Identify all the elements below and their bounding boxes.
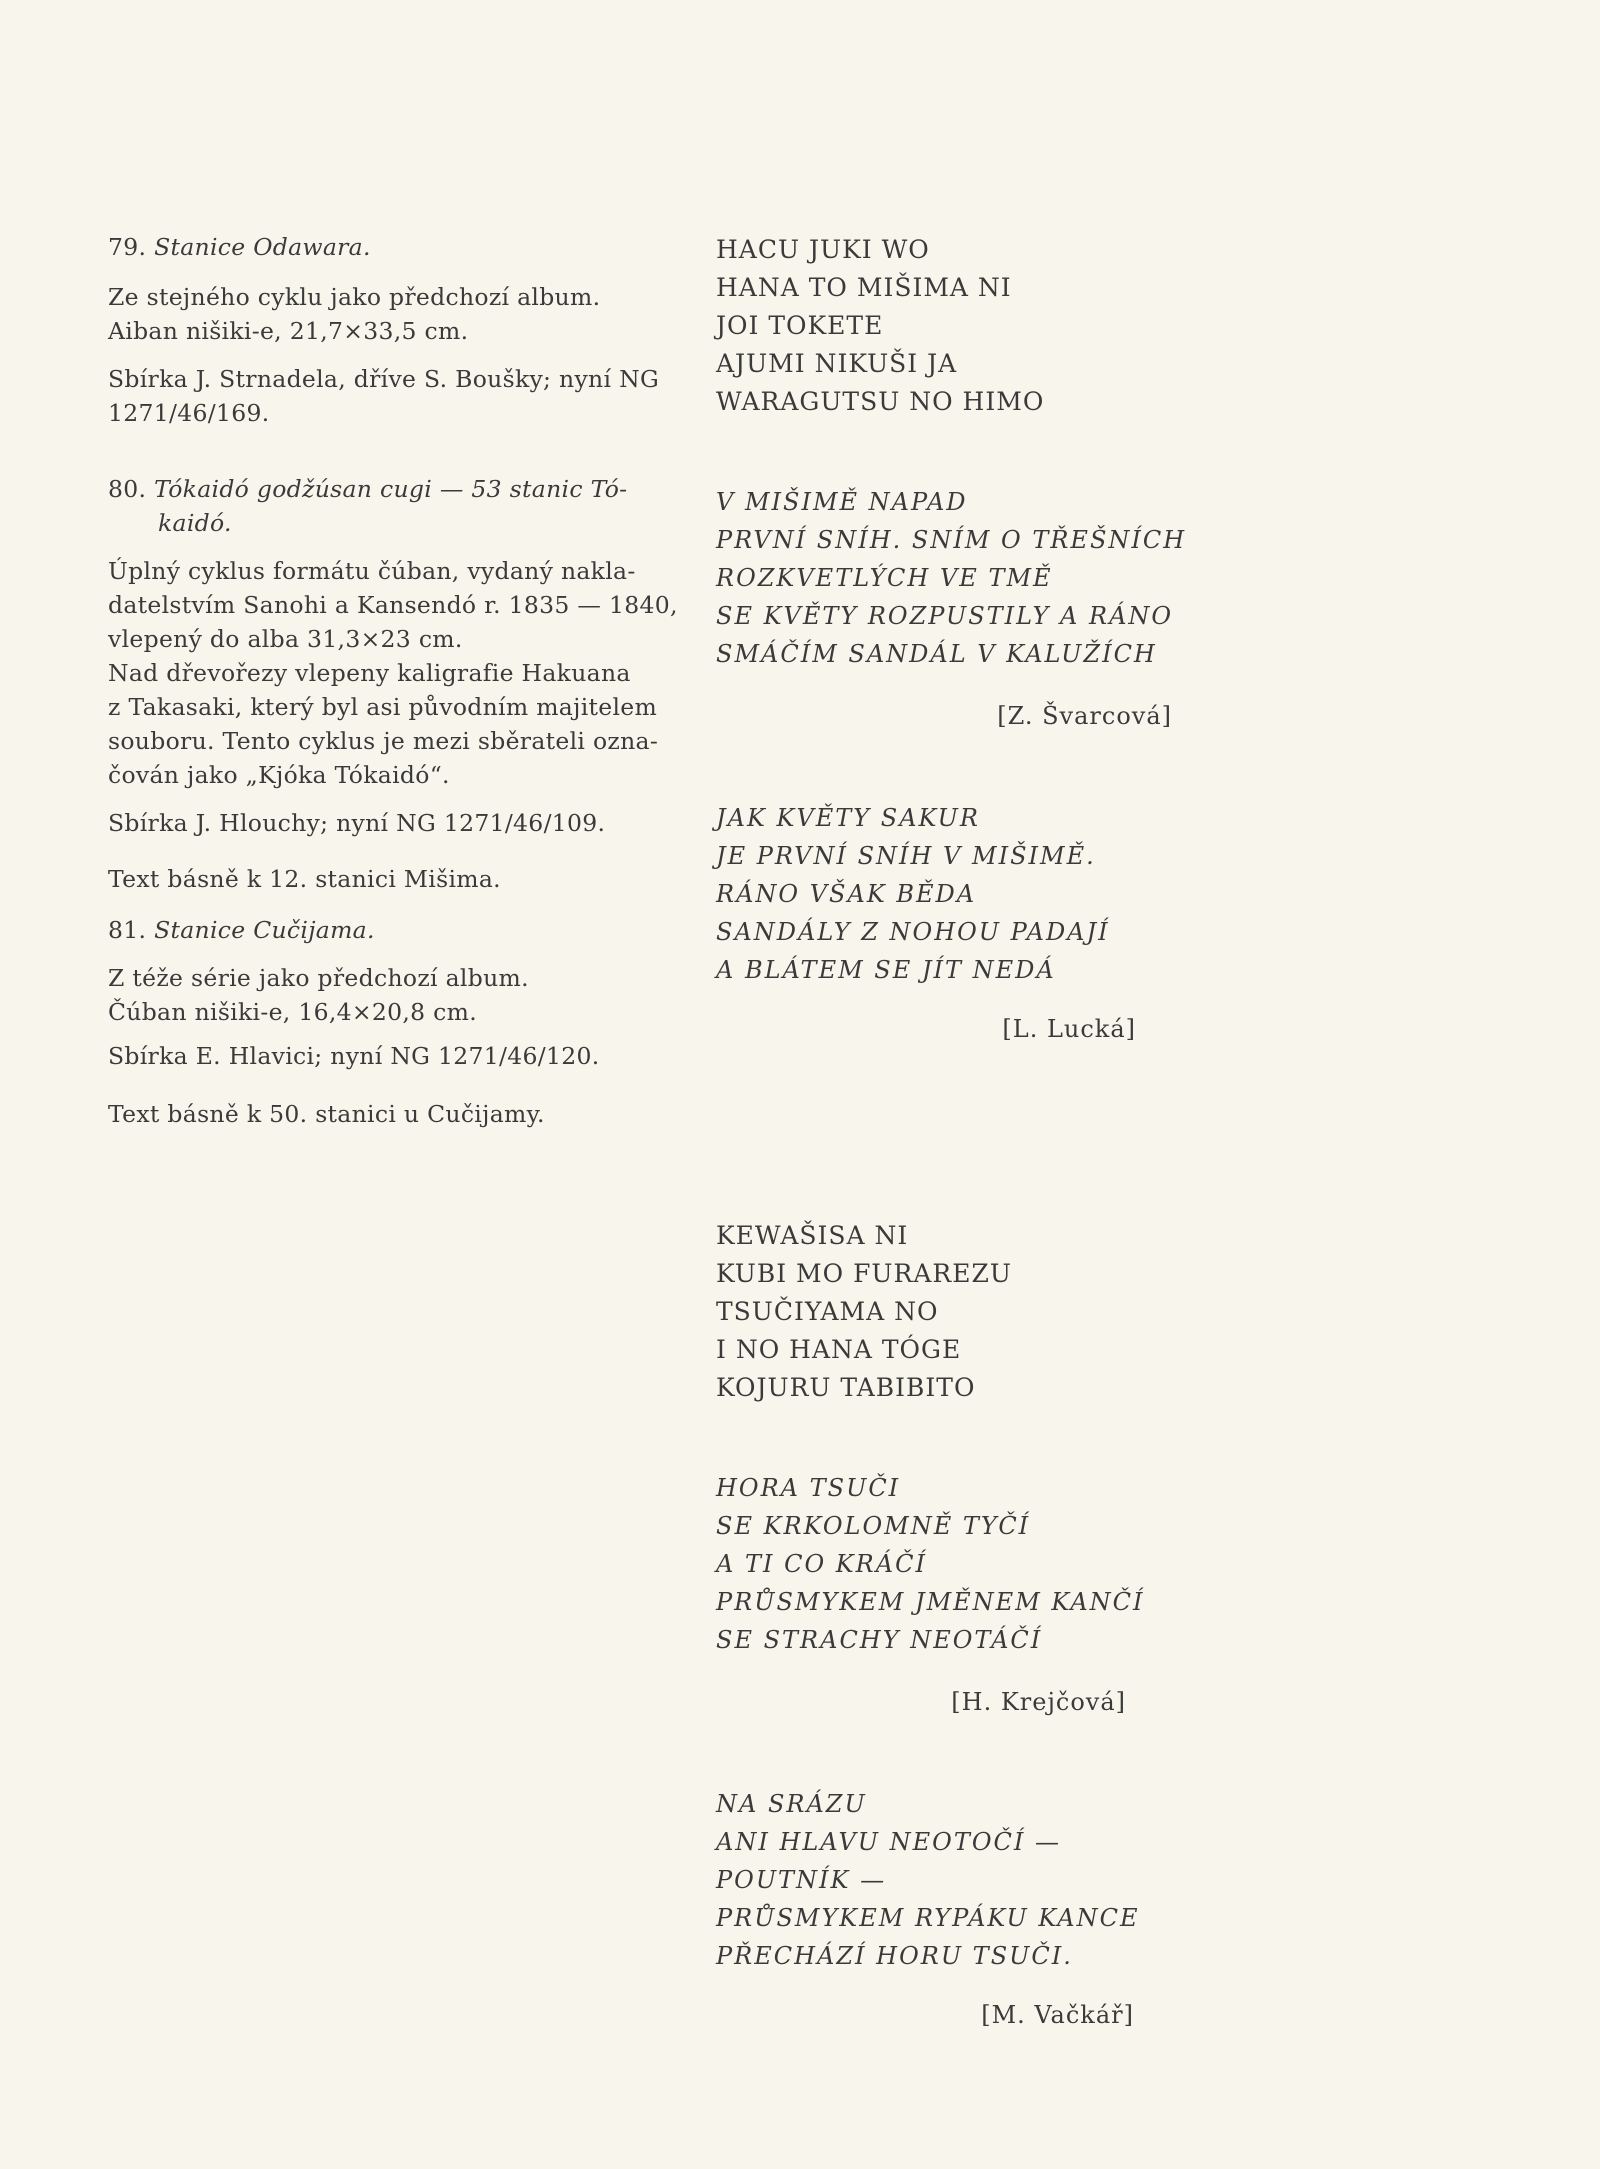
poem-line: V MIŠIMĚ NAPAD <box>716 488 968 516</box>
translation-1b <box>716 799 1196 989</box>
entry-desc-line: Čúban nišiki-e, 16,4×20,8 cm. <box>108 998 477 1026</box>
entry-title: Tókaidó godžúsan cugi — 53 stanic Tó- <box>154 475 628 503</box>
translator-credit: [M. Vačkář] <box>981 2001 1134 2029</box>
translation-1a <box>716 483 1196 673</box>
entry-collection-line: Sbírka J. Hlouchy; nyní NG 1271/46/109. <box>108 809 606 837</box>
poem-line: A BLÁTEM SE JÍT NEDÁ <box>716 956 1056 984</box>
poem-line: JAK KVĚTY SAKUR <box>716 804 980 832</box>
romaji-poem-2 <box>716 1217 1196 1407</box>
poem-line: HACU JUKI WO <box>716 235 930 264</box>
poem-line: ROZKVETLÝCH VE TMĚ <box>716 564 1053 592</box>
entry-note: Text básně k 50. stanici u Cučijamy. <box>108 1100 545 1128</box>
poem-line: PRVNÍ SNÍH. SNÍM O TŘEŠNÍCH <box>716 526 1187 554</box>
entry-80 <box>108 472 678 896</box>
poem-line: JE PRVNÍ SNÍH V MIŠIMĚ. <box>716 842 1096 870</box>
poem-line: KOJURU TABIBITO <box>716 1373 976 1402</box>
entry-desc-line: Úplný cyklus formátu čúban, vydaný nakla- <box>108 557 636 585</box>
translator-credit: [H. Krejčová] <box>951 1688 1126 1716</box>
poem-line: PRŮSMYKEM RYPÁKU KANCE <box>716 1904 1140 1932</box>
entry-desc-line: Z téže série jako předchozí album. <box>108 964 529 992</box>
entry-number: 79. <box>108 233 147 261</box>
entry-desc-line: Nad dřevořezy vlepeny kaligrafie Hakuana <box>108 659 631 687</box>
poem-line: HORA TSUČI <box>716 1474 901 1502</box>
poem-line: RÁNO VŠAK BĚDA <box>716 880 977 908</box>
entry-desc-line: datelstvím Sanohi a Kansendó r. 1835 — 1840, <box>108 591 678 619</box>
poem-line: TSUČIYAMA NO <box>716 1297 939 1326</box>
poem-line: I NO HANA TÓGE <box>716 1335 962 1364</box>
poem-line: WARAGUTSU NO HIMO <box>716 387 1045 416</box>
entry-desc-line: čován jako „Kjóka Tókaidó“. <box>108 761 450 789</box>
poem-line: NA SRÁZU <box>716 1790 867 1818</box>
poem-line: KUBI MO FURAREZU <box>716 1259 1012 1288</box>
poem-line: POUTNÍK — <box>716 1866 887 1894</box>
poem-line: PŘECHÁZÍ HORU TSUČI. <box>716 1942 1073 1970</box>
entry-collection-line: Sbírka E. Hlavici; nyní NG 1271/46/120. <box>108 1042 600 1070</box>
entry-note: Text básně k 12. stanici Mišima. <box>108 865 501 893</box>
entry-desc-line: vlepený do alba 31,3×23 cm. <box>108 625 463 653</box>
poem-line: SMÁČÍM SANDÁL V KALUŽÍCH <box>716 640 1157 668</box>
entry-79 <box>108 230 678 430</box>
poem-line: KEWAŠISA NI <box>716 1221 909 1250</box>
translator-credit: [Z. Švarcová] <box>997 702 1172 730</box>
entry-collection-line: Sbírka J. Strnadela, dříve S. Boušky; nyní NG <box>108 365 660 393</box>
entry-title-continued: kaidó. <box>158 509 232 537</box>
poem-line: PRŮSMYKEM JMĚNEM KANČÍ <box>716 1588 1145 1616</box>
entry-number: 80. <box>108 475 147 503</box>
poem-line: A TI CO KRÁČÍ <box>716 1550 927 1578</box>
translation-2b <box>716 1785 1196 1975</box>
poem-line: SE STRACHY NEOTÁČÍ <box>716 1626 1043 1654</box>
entry-desc-line: z Takasaki, který byl asi původním majitelem <box>108 693 658 721</box>
entry-collection-line: 1271/46/169. <box>108 399 270 427</box>
entry-81 <box>108 913 678 1131</box>
poem-line: SANDÁLY Z NOHOU PADAJÍ <box>716 918 1110 946</box>
poem-line: SE KRKOLOMNĚ TYČÍ <box>716 1512 1031 1540</box>
entry-title: Stanice Odawara. <box>154 233 371 261</box>
translator-credit: [L. Lucká] <box>1002 1015 1136 1043</box>
entry-number: 81. <box>108 916 147 944</box>
translation-2a <box>716 1469 1196 1659</box>
poem-line: AJUMI NIKUŠI JA <box>716 349 958 378</box>
poem-line: SE KVĚTY ROZPUSTILY A RÁNO <box>716 602 1174 630</box>
poem-line: JOI TOKETE <box>716 311 884 340</box>
poem-line: ANI HLAVU NEOTOČÍ — <box>716 1828 1061 1856</box>
entry-desc-line: Aiban nišiki-e, 21,7×33,5 cm. <box>108 317 469 345</box>
entry-desc-line: souboru. Tento cyklus je mezi sběrateli ozna- <box>108 727 659 755</box>
poem-line: HANA TO MIŠIMA NI <box>716 273 1012 302</box>
entry-desc-line: Ze stejného cyklu jako předchozí album. <box>108 283 601 311</box>
entry-title: Stanice Cučijama. <box>154 916 375 944</box>
romaji-poem-1 <box>716 231 1196 421</box>
